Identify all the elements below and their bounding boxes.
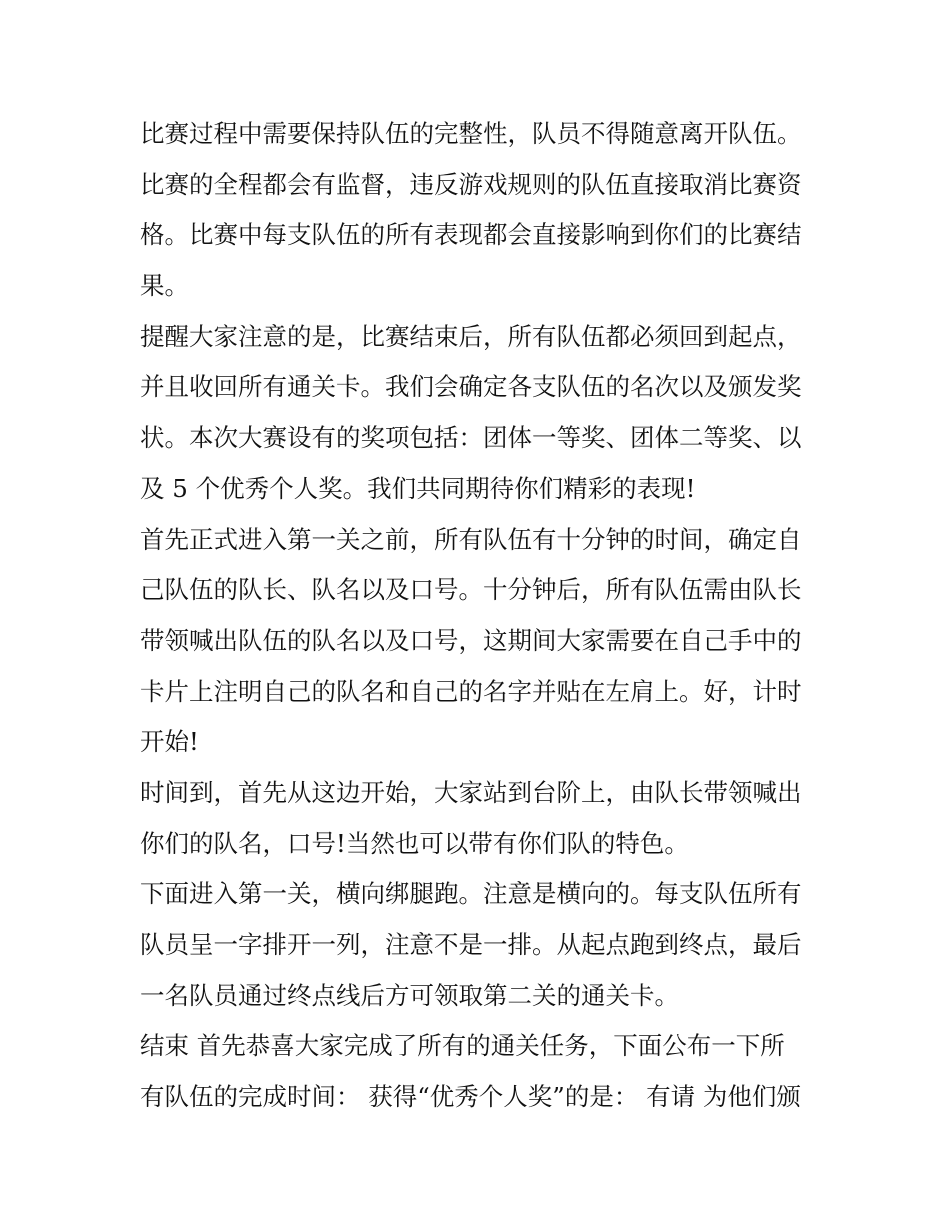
text-line-4: 果。 (140, 271, 189, 301)
text-line-18: 一名队员通过终点线后方可领取第二关的通关卡。 (140, 980, 679, 1010)
text-line-17: 队员呈一字排开一列，注意不是一排。从起点跑到终点，最后 (140, 930, 802, 959)
text-line-7: 状。本次大赛设有的奖项包括：团体一等奖、团体二等奖、以 (140, 423, 802, 453)
text-line-10: 己队伍的队长、队名以及口号。十分钟后，所有队伍需由队长 (140, 575, 802, 605)
text-line-9: 首先正式进入第一关之前，所有队伍有十分钟的时间，确定自 (140, 524, 802, 554)
text-line-14: 时间到，首先从这边开始，大家站到台阶上，由队长带领喊出 (140, 777, 802, 807)
text-line-6: 并且收回所有通关卡。我们会确定各支队伍的名次以及颁发奖 (140, 372, 802, 402)
text-line-1: 比赛过程中需要保持队伍的完整性，队员不得随意离开队伍。 (140, 119, 802, 148)
text-line-11: 带领喊出队伍的队名以及口号，这期间大家需要在自己手中的 (140, 625, 802, 655)
text-line-16: 下面进入第一关，横向绑腿跑。注意是横向的。每支队伍所有 (140, 879, 802, 909)
document-body (140, 109, 820, 1123)
text-line-15: 你们的队名，口号!当然也可以带有你们队的特色。 (140, 828, 689, 858)
text-line-5: 提醒大家注意的是，比赛结束后，所有队伍都必须回到起点， (140, 321, 802, 351)
text-line-20: 有队伍的完成时间： 获得“优秀个人奖”的是： 有请 为他们颁 (140, 1082, 801, 1112)
text-line-13: 开始! (140, 727, 199, 757)
text-line-8: 及 5 个优秀个人奖。我们共同期待你们精彩的表现! (140, 473, 696, 503)
text-line-19: 结束 首先恭喜大家完成了所有的通关任务，下面公布一下所 (140, 1031, 785, 1061)
text-line-12: 卡片上注明自己的队名和自己的名字并贴在左肩上。好，计时 (140, 676, 802, 706)
text-line-2: 比赛的全程都会有监督，违反游戏规则的队伍直接取消比赛资 (140, 169, 802, 199)
text-line-3: 格。比赛中每支队伍的所有表现都会直接影响到你们的比赛结 (140, 220, 802, 250)
